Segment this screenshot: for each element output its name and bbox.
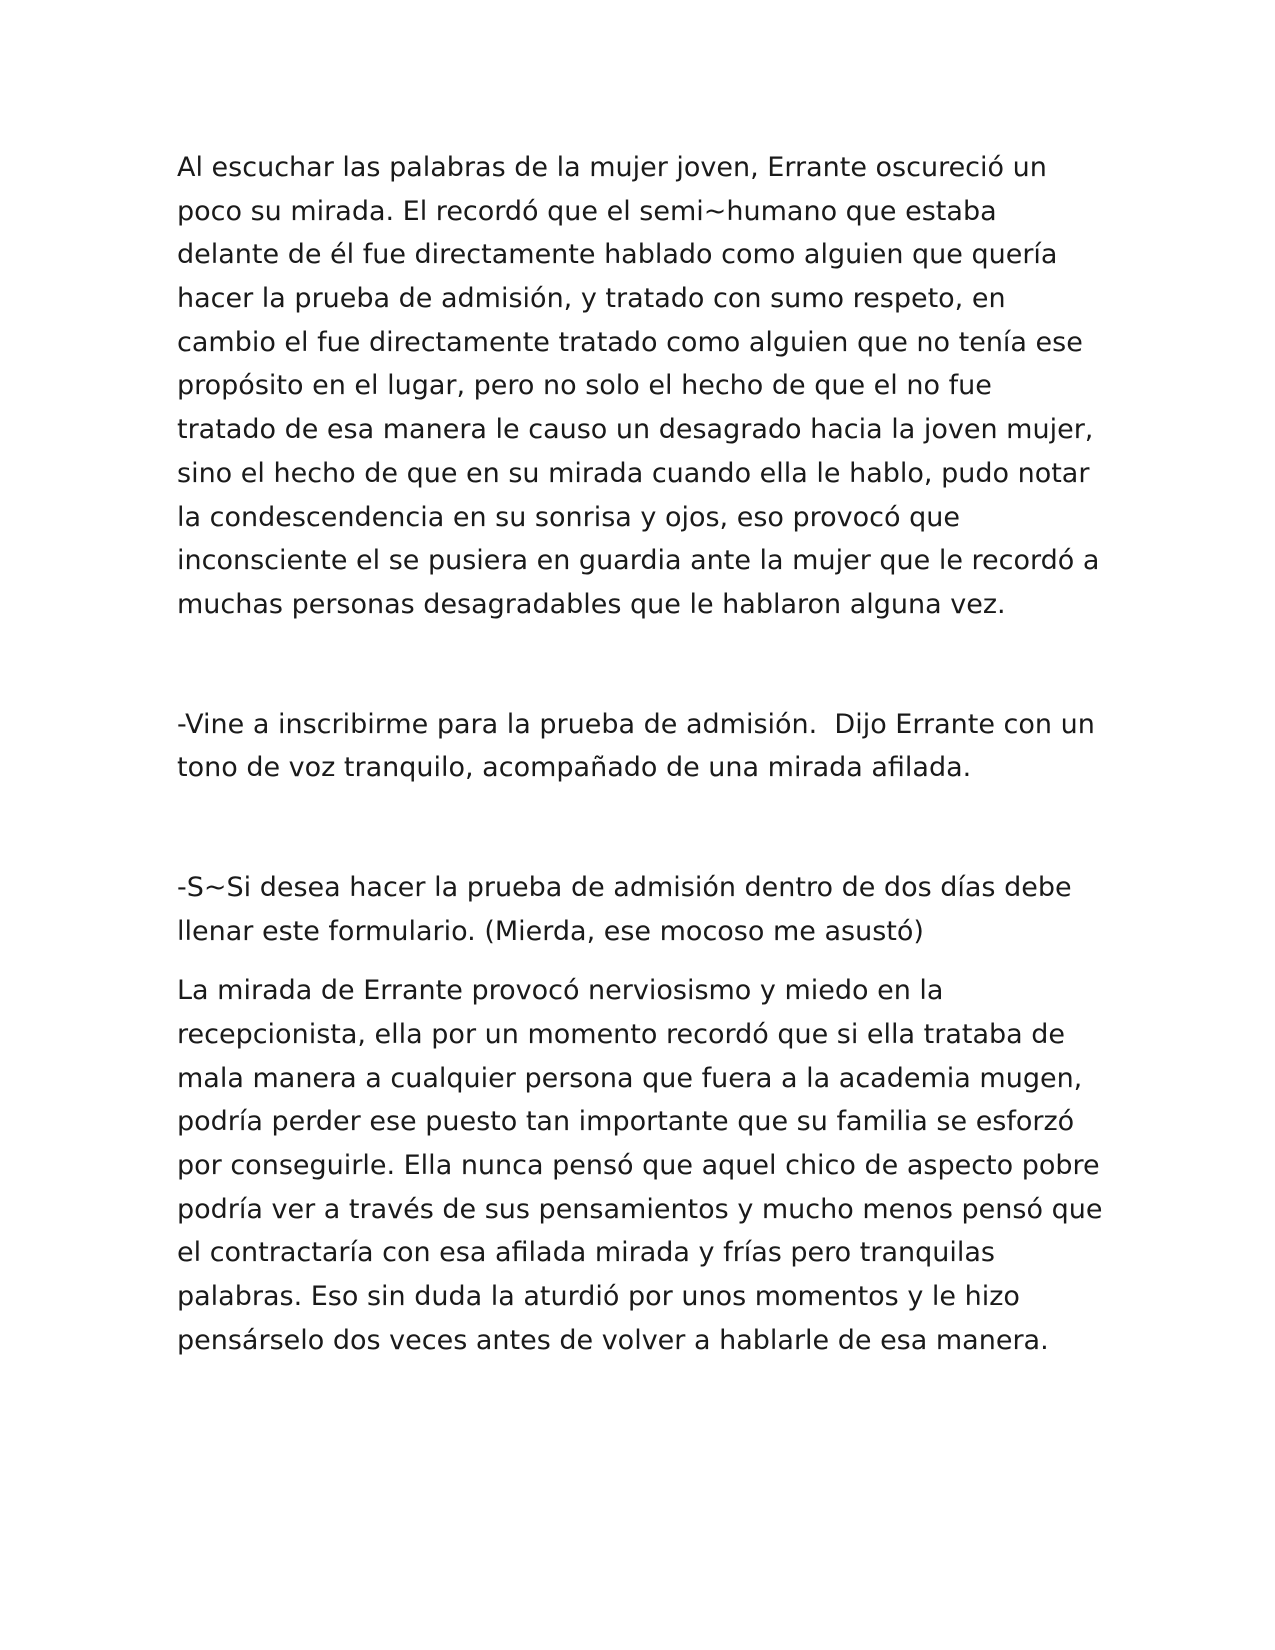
- text-line: poco su mirada. El recordó que el semi~humano que estaba: [177, 195, 997, 227]
- text-line: el contractaría con esa afilada mirada y frías pero tranquilas: [177, 1237, 995, 1269]
- text-line: sino el hecho de que en su mirada cuando ella le hablo, pudo notar: [177, 457, 1090, 489]
- text-line: podría ver a través de sus pensamientos y mucho menos pensó que: [177, 1193, 1103, 1225]
- text-line: delante de él fue directamente hablado como alguien que quería: [177, 239, 1058, 271]
- document-body: [177, 146, 1112, 1363]
- paragraph-dialogue-errante: [177, 703, 1112, 790]
- text-line: propósito en el lugar, pero no solo el hecho de que el no fue: [177, 370, 992, 402]
- paragraph-narration-1: [177, 146, 1112, 627]
- text-line: -S~Si desea hacer la prueba de admisión dentro de dos días debe: [177, 871, 1072, 903]
- text-line: tono de voz tranquilo, acompañado de una mirada afilada.: [177, 752, 972, 784]
- text-line: inconsciente el se pusiera en guardia ante la mujer que le recordó a: [177, 545, 1100, 577]
- text-line: recepcionista, ella por un momento recordó que si ella trataba de: [177, 1019, 1066, 1050]
- text-line: muchas personas desagradables que le hablaron alguna vez.: [177, 588, 1006, 620]
- text-line: Al escuchar las palabras de la mujer joven, Errante oscureció un: [177, 152, 1047, 183]
- text-line: por conseguirle. Ella nunca pensó que aquel chico de aspecto pobre: [177, 1150, 1100, 1182]
- text-line: llenar este formulario. (Mierda, ese mocoso me asustó): [177, 915, 924, 947]
- text-line: La mirada de Errante provocó nerviosismo y miedo en la: [177, 975, 944, 1007]
- text-line: mala manera a cualquier persona que fuera a la academia mugen,: [177, 1062, 1083, 1094]
- text-line: -Vine a inscribirme para la prueba de admisión. Dijo Errante con un: [177, 708, 1095, 740]
- text-line: tratado de esa manera le causo un desagrado hacia la joven mujer,: [177, 414, 1094, 446]
- text-line: podría perder ese puesto tan importante que su familia se esforzó: [177, 1106, 1075, 1138]
- paragraph-narration-2: [177, 969, 1112, 1362]
- text-line: la condescendencia en su sonrisa y ojos, eso provocó que: [177, 501, 960, 533]
- paragraph-dialogue-receptionist: [177, 866, 1112, 953]
- text-line: hacer la prueba de admisión, y tratado con sumo respeto, en: [177, 283, 1006, 315]
- text-line: palabras. Eso sin duda la aturdió por unos momentos y le hizo: [177, 1281, 1020, 1313]
- text-line: pensárselo dos veces antes de volver a hablarle de esa manera.: [177, 1324, 1049, 1356]
- text-line: cambio el fue directamente tratado como alguien que no tenía ese: [177, 326, 1083, 358]
